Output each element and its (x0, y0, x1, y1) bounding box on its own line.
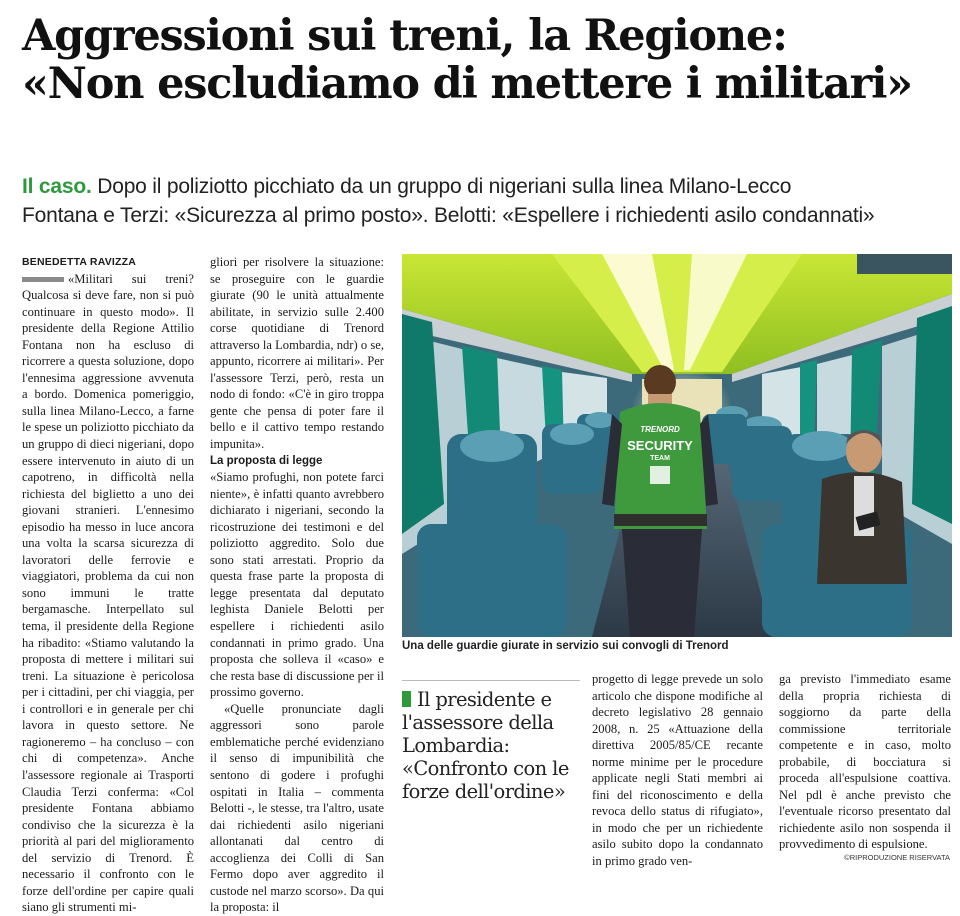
headline-line-1: Aggressioni sui treni, la Regione: (22, 11, 787, 61)
badge-title: SECURITY (627, 438, 693, 453)
subheadline (22, 172, 952, 230)
photo-caption: Una delle guardie giurate in servizio sui convogli di Trenord (402, 640, 729, 652)
badge-subtitle: TEAM (650, 455, 670, 462)
column-2-para-1: gliori per risolvere la situazione: se proseguire con le guardie giurate (90 le unità attualmente abilitate, in servizio sulle 2.400 corse quotidiane di Trenord attraverso la Lombardia, ndr) o se, appunto, ricorrere ai militari». Per l'assessore Terzi, però, resta un nodo di fondo: «C'è in giro troppa gente che pensa di poter fare il bello e il cattivo tempo restando impunita». (210, 255, 384, 452)
article-column-4 (779, 671, 951, 853)
article-column-1 (22, 254, 194, 916)
column-2-para-3: «Quelle pronunciate dagli aggressori sono parole emblematiche perché evidenziano il senso di impunibilità che sentono di godere i profughi ospitati in Italia – commenta Belotti -, le stesse, tra l'altro, usate dai richiedenti asilo nigeriani allontanati dal centro di accoglienza dei Colli di San Fermo dopo aver aggredito il custode nel marzo scorso». Da qui la proposta: il (210, 701, 384, 915)
column-1-text (22, 271, 194, 916)
pull-quote (402, 688, 580, 803)
pull-quote-rule (402, 680, 580, 681)
copyright-notice: ©RIPRODUZIONE RISERVATA (844, 853, 950, 862)
kicker: Il caso. (22, 175, 92, 198)
section-subheading: La proposta di legge (210, 454, 323, 467)
train-photo (402, 254, 952, 637)
pull-quote-marker (402, 691, 411, 707)
byline: BENEDETTA RAVIZZA (22, 256, 137, 268)
article-column-3 (592, 671, 763, 870)
train-interior-illustration (402, 254, 952, 637)
byline-rule (22, 277, 64, 282)
subheadline-line-2: Fontana e Terzi: «Sicurezza al primo posto». Belotti: «Espellere i richiedenti asilo condannati» (22, 204, 875, 227)
pull-quote-text: Il presidente e l'assessore della Lombardia: «Confronto con le forze dell'ordine» (402, 688, 569, 803)
article-column-2 (210, 254, 384, 916)
column-1-body: «Militari sui treni? Qualcosa si deve fare, non si può continuare in questo modo». Il presidente della Regione Attilio Fontana non ha escluso di ricorrere a questa soluzione, dopo l'ennesima aggressione avvenuta a bordo. Domenica pomeriggio, sulla linea Milano-Lecco, a farne le spese un poliziotto picchiato da un gruppo di dieci nigeriani, dopo essere intervenuto in aiuto di un capotreno, in difficoltà nella richiesta del biglietto a uno dei giovani stranieri. L'ennesimo episodio ha messo in luce ancora una volta la scarsa sicurezza di lavoratori delle ferrovie e viaggiatori, problema da cui non sono immuni le tratte bergamasche. Interpellato sul tema, il presidente della Regione ha ribadito: «Stiamo valutando la proposta di mettere i militari sui treni. La situazione è pericolosa per i cittadini, per chi viaggia, per i controllori e in generale per chi lavora in questo settore. Ne ragioneremo – ha concluso – con chi di competenza». Anche l'assessore regionale ai Trasporti Claudia Terzi conferma: «Col presidente Fontana abbiamo condiviso che la sicurezza è la priorità al pari del miglioramento del servizio di Trenord. È necessario il confronto con le forze dell'ordine per capire quali siano gli strumenti mi- (22, 271, 194, 915)
subheadline-line-1 (22, 172, 952, 201)
column-3-body: progetto di legge prevede un solo articolo che dispone modifiche al decreto legislativo 28 gennaio 2008, n. 25 «Attuazione della direttiva 2005/85/CE recante norme minime per le procedure applicate negli Stati membri ai fini del riconoscimento e della revoca dello status di rifugiato», in modo che per un richiedente asilo subito dopo la condannato in primo grado ven- (592, 672, 763, 869)
headline (22, 12, 952, 108)
badge-brand: TRENORD (640, 425, 680, 434)
column-2-para-2: «Siamo profughi, non potete farci niente», è infatti quanto avrebbero dichiarato i nigeriani, secondo la ricostruzione dei testimoni e del poliziotto aggredito. Solo due sono stati arrestati. Proprio da questa frase parte la proposta di legge presentata dal deputato leghista Daniele Belotti per espellere i richiedenti asilo condannati in primo grado. Una proposta che solleva il «caso» e che resta base di discussione per il prossimo governo. (210, 470, 384, 700)
subheadline-text-1: Dopo il poliziotto picchiato da un gruppo di nigeriani sulla linea Milano-Lecco (91, 175, 792, 198)
column-4-body: ga previsto l'immediato esame della propria richiesta di soggiorno da parte della commissione territoriale competente e in caso, molto probabile, di bocciatura si proceda all'espulsione coattiva. Nel pdl è anche previsto che l'eventuale ricorso presentato dal richiedente asilo non sospenda il provvedimento di espulsione. (779, 672, 951, 852)
headline-line-2: «Non escludiamo di mettere i militari» (22, 59, 912, 109)
